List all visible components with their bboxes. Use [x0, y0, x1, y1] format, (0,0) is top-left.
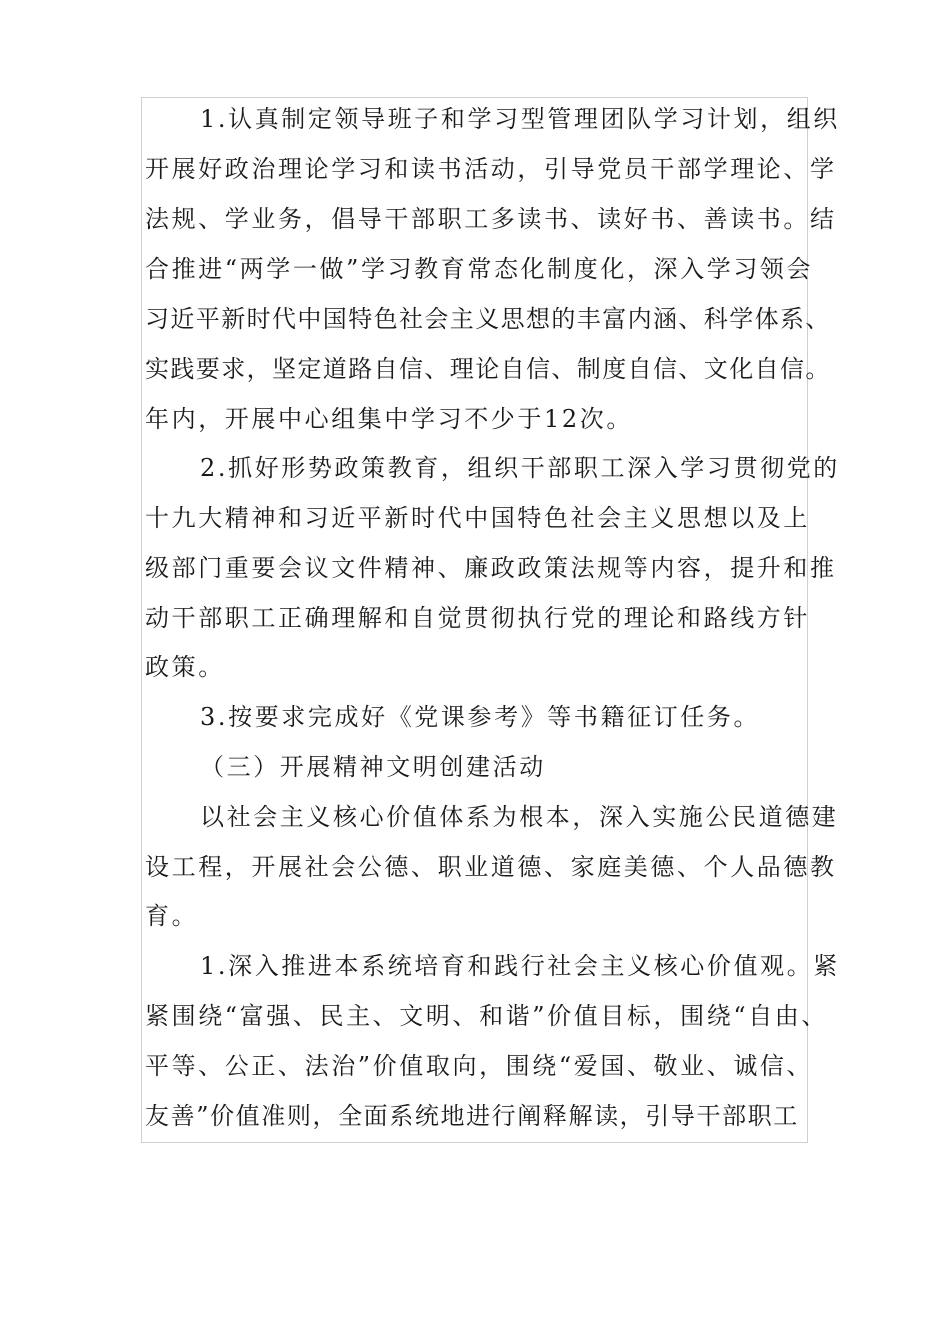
text-line: 平等、公正、法治”价值取向，围绕“爱国、敬业、诚信、 [145, 1052, 814, 1080]
text-line: 1.认真制定领导班子和学习型管理团队学习计划，组织 [200, 105, 840, 133]
text-line: 2.抓好形势政策教育，组织干部职工深入学习贯彻党的 [200, 454, 840, 482]
text-line: 习近平新时代中国特色社会主义思想的丰富内涵、科学体系、 [145, 305, 831, 333]
text-line: 育。 [145, 902, 199, 930]
text-line: 年内，开展中心组集中学习不少于12次。 [145, 405, 633, 433]
text-line: 设工程，开展社会公德、职业道德、家庭美德、个人品德教 [145, 853, 837, 881]
text-line: 动干部职工正确理解和自觉贯彻执行党的理论和路线方针 [145, 604, 810, 632]
text-line: 以社会主义核心价值体系为根本，深入实施公民道德建 [200, 803, 839, 831]
text-line: 友善”价值准则，全面系统地进行阐释解读，引导干部职工 [145, 1102, 799, 1130]
text-line: 政策。 [145, 653, 225, 681]
text-line: 十九大精神和习近平新时代中国特色社会主义思想以及上 [145, 504, 810, 532]
section-heading: （三）开展精神文明创建活动 [200, 753, 546, 781]
text-line: 实践要求，坚定道路自信、理论自信、制度自信、文化自信。 [145, 355, 831, 383]
text-line: 级部门重要会议文件精神、廉政政策法规等内容，提升和推 [145, 554, 837, 582]
text-line: 3.按要求完成好《党课参考》等书籍征订任务。 [200, 703, 761, 731]
text-line: 法规、学业务，倡导干部职工多读书、读好书、善读书。结 [145, 205, 837, 233]
text-line: 1.深入推进本系统培育和践行社会主义核心价值观。紧 [200, 952, 840, 980]
text-line: 合推进“两学一做”学习教育常态化制度化，深入学习领会 [145, 255, 814, 283]
text-line: 紧围绕“富强、民主、文明、和谐”价值目标，围绕“自由、 [145, 1002, 829, 1030]
text-line: 开展好政治理论学习和读书活动，引导党员干部学理论、学 [145, 155, 837, 183]
